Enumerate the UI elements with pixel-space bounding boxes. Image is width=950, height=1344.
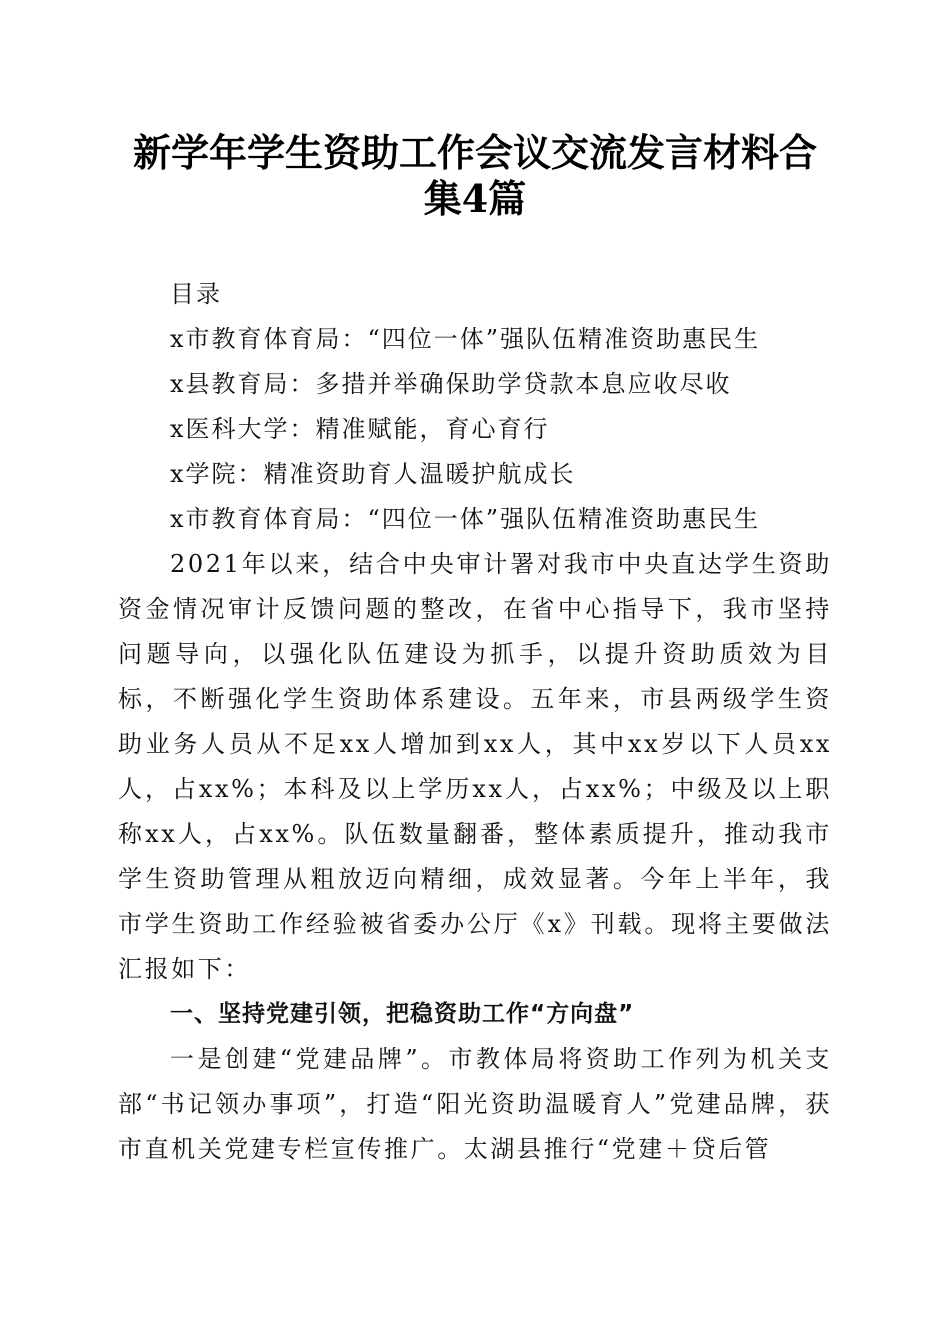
toc-heading: 目录 <box>170 280 222 308</box>
toc-item: x市教育体育局：“四位一体”强队伍精准资助惠民生 <box>170 325 761 353</box>
toc-item: x学院：精准资助育人温暖护航成长 <box>170 460 576 488</box>
section-title: x市教育体育局：“四位一体”强队伍精准资助惠民生 <box>170 505 761 533</box>
toc-item: x县教育局：多措并举确保助学贷款本息应收尽收 <box>170 370 732 398</box>
body-paragraph: 2021年以来，结合中央审计署对我市中央直达学生资助资金情况审计反馈问题的整改，在省中心指导下，我市坚持问题导向，以强化队伍建设为抓手，以提升资助质效为目标，不断强化学生资助体系建设。五年来，市县两级学生资助业务人员从不足xx人增加到xx人，其中xx岁以下人员xx人，占xx%；本科及以上学历xx人，占xx%；中级及以上职称xx人，占xx%。队伍数量翻番，整体素质提升，推动我市学生资助管理从粗放迈向精细，成效显著。今年上半年，我市学生资助工作经验被省委办公厅《x》刊载。现将主要做法汇报如下： <box>118 550 832 983</box>
section-subheading: 一、坚持党建引领，把稳资助工作“方向盘” <box>170 1001 635 1027</box>
document-body <box>118 497 832 1172</box>
table-of-contents <box>118 272 832 497</box>
document-title: 新学年学生资助工作会议交流发言材料合集4篇 <box>132 130 817 221</box>
body-paragraph: 一是创建“党建品牌”。市教体局将资助工作列为机关支部“书记领办事项”，打造“阳光资助温暖育人”党建品牌，获市直机关党建专栏宣传推广。太湖县推行“党建＋贷后管 <box>118 1045 832 1163</box>
toc-item: x医科大学：精准赋能，育心育行 <box>170 415 550 443</box>
